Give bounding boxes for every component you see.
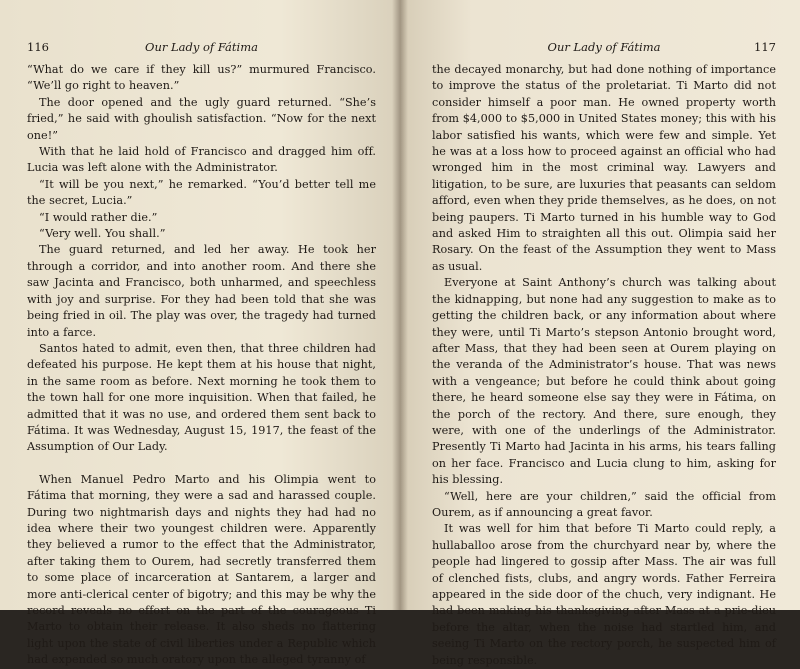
- paragraph: When Manuel Pedro Marto and his Olimpia went to Fátima that morning, they were a sad and harassed couple. During two nightmarish days and nights they had had no idea where their two youngest children were. Apparently they believed a rumor to the effect that the Administrator, after taking them to Ourem, had secretly transferred them to some place of incarceration at Santarem, a larger and more anti-clerical center of bigotry; and this may be why the record reveals no effort on the part of the courageous Ti Marto to obtain their release. It also sheds no flattering light upon the state of civil liberties under a Republic which had expended so much oratory upon the alleged tyranny of: [27, 472, 376, 667]
- paragraph: It was well for him that before Ti Marto could reply, a hullaballoo arose from the churchyard near by, where the people had lingered to gossip after Mass. The air was full of clenched fists, clubs, and angry words. Father Ferreira appeared in the side door of the chuch, very indignant. He had been making his thanksgiving after Mass at a prie-dieu before the altar, when the noise had startled him, and seeing Ti Marto on the rectory porch, he suspected him of being responsible.: [432, 522, 776, 667]
- right-page-text: [432, 62, 776, 669]
- left-running-title: Our Lady of Fátima: [145, 40, 258, 54]
- right-page-number: 117: [754, 40, 776, 54]
- paragraph: Everyone at Saint Anthony’s church was talking about the kidnapping, but none had any suggestion to make as to getting the children back, or any information about where they were, until Ti Marto’s stepson Antonio brought word, after Mass, that they had been seen at Ourem playing on the veranda of the Administrator’s house. That was news with a vengeance; but before he could think about going there, he heard someone else say they were in Fátima, on the porch of the rectory. And there, sure enough, they were, with one of the underlings of the Administrator. Presently Ti Marto had Jacinta in his arms, his tears falling on her face. Francisco and Lucia clung to him, asking for his blessing.: [432, 276, 776, 487]
- left-page: [0, 0, 400, 667]
- paragraph: the decayed monarchy, but had done nothing of importance to improve the status of the proletariat. Ti Marto did not consider himself a poor man. He owned property worth from $4,000 to $5,000 in United States money; this with his labor satisfied his wants, which were few and simple. Yet he was at a loss how to proceed against an official who had wronged him in the most criminal way. Lawyers and litigation, to be sure, are luxuries that peasants can seldom afford, even when they pride themselves, as he does, on not being paupers. Ti Marto turned in his humble way to God and asked Him to straighten all this out. Olimpia said her Rosary. On the feast of the Assumption they went to Mass as usual.: [432, 63, 776, 273]
- paragraph: “Very well. You shall.”: [39, 227, 166, 241]
- paragraph: The door opened and the ugly guard returned. “She’s fried,” he said with ghoulish satisfaction. “Now for the next one!”: [27, 95, 376, 142]
- right-running-title: Our Lady of Fátima: [547, 40, 661, 54]
- paragraph: “Well, here are your children,” said the official from Ourem, as if announcing a great favor.: [432, 489, 776, 519]
- paragraph: With that he laid hold of Francisco and dragged him off. Lucia was left alone with the Administrator.: [27, 145, 376, 175]
- right-page: [400, 0, 800, 667]
- left-page-number: 116: [27, 40, 49, 54]
- paragraph: Santos hated to admit, even then, that three children had defeated his purpose. He kept them at his house that night, in the same room as before. Next morning he took them to the town hall for one more inquisition. When that failed, he admitted that it was no use, and ordered them sent back to Fátima. It was Wednesday, August 15, 1917, the feast of the Assumption of Our Lady.: [27, 341, 376, 454]
- left-running-head: [27, 40, 376, 58]
- right-running-head: [432, 40, 776, 58]
- left-page-text: [27, 62, 376, 669]
- paragraph: “I would rather die.”: [39, 210, 158, 224]
- paragraph: “What do we care if they kill us?” murmured Francisco. “We’ll go right to heaven.”: [27, 63, 376, 93]
- book-gutter: [392, 0, 408, 610]
- paragraph: “It will be you next,” he remarked. “You’d better tell me the secret, Lucia.”: [27, 177, 376, 208]
- paragraph: The guard returned, and led her away. He took her through a corridor, and into another room. And there she saw Jacinta and Francisco, both unharmed, and speechless with joy and surprise. For they had been told that she was being fried in oil. The play was over, the tragedy had turned into a farce.: [27, 243, 376, 339]
